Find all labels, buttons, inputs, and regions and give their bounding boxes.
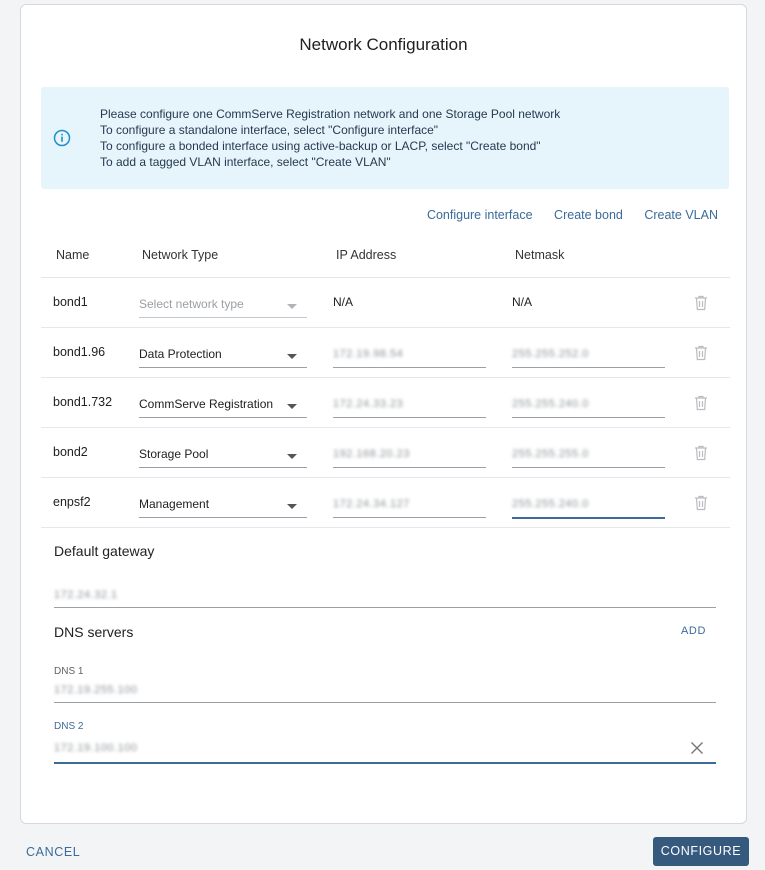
- dns2-label: DNS 2: [54, 721, 84, 732]
- column-header-netmask: Netmask: [515, 248, 565, 262]
- table-actions: [409, 208, 718, 222]
- netmask-value: 255.255.240.0: [512, 398, 589, 410]
- trash-icon[interactable]: [694, 395, 708, 411]
- table-row: [41, 428, 730, 478]
- ip-address-input[interactable]: [333, 395, 486, 418]
- table-row: [41, 478, 730, 528]
- chevron-down-icon: [287, 504, 297, 509]
- interface-name: bond1.732: [53, 395, 113, 409]
- trash-icon[interactable]: [694, 445, 708, 461]
- chevron-down-icon: [287, 404, 297, 409]
- netmask-value: N/A: [512, 295, 533, 309]
- dialog-title: Network Configuration: [299, 35, 468, 54]
- add-dns-button[interactable]: ADD: [680, 625, 706, 637]
- network-type-value: Storage Pool: [139, 447, 209, 461]
- network-type-select[interactable]: [139, 295, 307, 318]
- dns1-value: 172.19.255.100: [54, 684, 138, 696]
- info-text: [100, 106, 560, 170]
- close-icon[interactable]: [690, 741, 704, 755]
- default-gateway-label: Default gateway: [54, 543, 155, 559]
- info-line: To configure a standalone interface, select "Configure interface": [100, 123, 439, 137]
- column-header-name: Name: [56, 248, 90, 262]
- netmask-input[interactable]: [512, 345, 665, 368]
- trash-icon[interactable]: [694, 295, 708, 311]
- table-row: [41, 278, 730, 328]
- create-vlan-link[interactable]: Create VLAN: [644, 208, 718, 222]
- interface-name: bond1: [53, 295, 88, 309]
- configure-interface-link[interactable]: Configure interface: [426, 208, 533, 222]
- trash-icon[interactable]: [694, 345, 708, 361]
- table-header: [41, 233, 730, 278]
- ip-address-value: 172.19.98.54: [333, 348, 404, 360]
- ip-address-input[interactable]: [333, 345, 486, 368]
- ip-address-value: 192.168.20.23: [333, 448, 410, 460]
- dns-servers-label: DNS servers: [54, 624, 134, 640]
- info-line: To configure a bonded interface using active-backup or LACP, select "Create bond": [100, 139, 541, 153]
- info-line: Please configure one CommServe Registration network and one Storage Pool network: [100, 107, 561, 121]
- dns1-label: DNS 1: [54, 666, 84, 677]
- create-bond-link[interactable]: Create bond: [554, 208, 623, 222]
- netmask-value: 255.255.255.0: [512, 448, 589, 460]
- network-type-select[interactable]: [139, 345, 307, 368]
- column-header-ip-address: IP Address: [336, 248, 397, 262]
- chevron-down-icon: [287, 304, 297, 309]
- chevron-down-icon: [287, 354, 297, 359]
- info-icon: [53, 129, 71, 147]
- interface-name: bond1.96: [53, 345, 106, 359]
- table-row: [41, 328, 730, 378]
- netmask-input[interactable]: [512, 395, 665, 418]
- netmask-value: 255.255.252.0: [512, 348, 589, 360]
- configure-button[interactable]: CONFIGURE: [653, 837, 749, 866]
- ip-address-value: 172.24.34.127: [333, 498, 410, 510]
- network-type-value: CommServe Registration: [139, 397, 274, 411]
- network-type-select[interactable]: [139, 495, 307, 518]
- info-line: To add a tagged VLAN interface, select "Create VLAN": [100, 155, 391, 169]
- ip-address-value: 172.24.33.23: [333, 398, 404, 410]
- chevron-down-icon: [287, 454, 297, 459]
- default-gateway-input[interactable]: [54, 583, 716, 608]
- netmask-input[interactable]: [512, 445, 665, 468]
- ip-address-value: N/A: [333, 295, 354, 309]
- network-type-select[interactable]: [139, 445, 307, 468]
- info-banner: [41, 87, 729, 189]
- netmask-value: 255.255.240.0: [512, 498, 589, 510]
- dns2-value: 172.19.100.100: [54, 742, 138, 754]
- interface-name: enpsf2: [53, 495, 91, 509]
- default-gateway-value: 172.24.32.1: [54, 589, 118, 601]
- network-type-select[interactable]: [139, 395, 307, 418]
- network-type-placeholder: Select network type: [139, 297, 244, 311]
- ip-address-input[interactable]: [333, 495, 486, 518]
- dns1-input[interactable]: [54, 678, 716, 703]
- interface-name: bond2: [53, 445, 88, 459]
- network-configuration-dialog: [20, 4, 747, 824]
- column-header-network-type: Network Type: [142, 248, 219, 262]
- cancel-button[interactable]: CANCEL: [26, 845, 81, 859]
- trash-icon[interactable]: [694, 495, 708, 511]
- network-type-value: Data Protection: [139, 347, 222, 361]
- netmask-input[interactable]: [512, 495, 665, 519]
- ip-address-input[interactable]: [333, 445, 486, 468]
- network-type-value: Management: [139, 497, 210, 511]
- dns2-input[interactable]: [54, 738, 716, 764]
- table-row: [41, 378, 730, 428]
